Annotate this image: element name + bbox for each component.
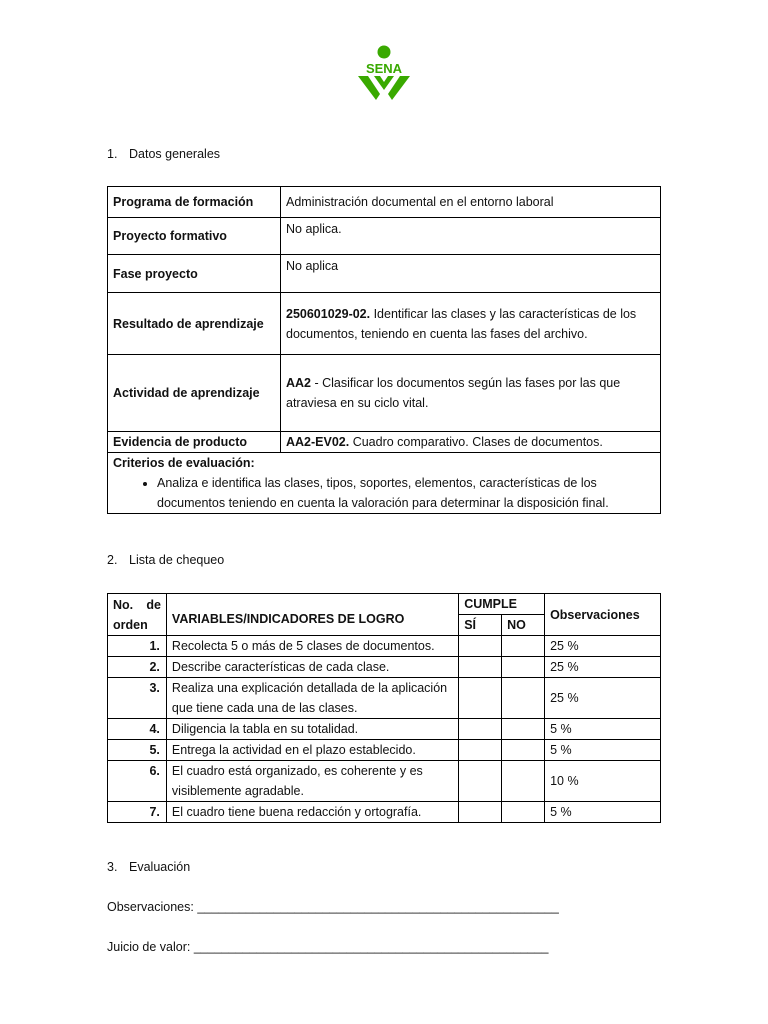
evidencia-code: AA2-EV02. [286, 435, 350, 449]
sena-logo-text: SENA [365, 61, 403, 76]
row-number: 5. [108, 740, 167, 761]
sena-logo [352, 44, 416, 102]
criterios-list [113, 473, 655, 513]
row-si-cell[interactable] [459, 719, 502, 740]
header-no-orden: No. de orden [108, 594, 167, 636]
table-row [108, 636, 661, 657]
resultado-text: Identificar las clases y las características de los documentos, teniendo en cuenta las fases del archivo. [286, 306, 637, 341]
table-row [108, 678, 661, 719]
criterios-item: • Analiza e identifica las clases, tipos, soportes, elementos, características de los documentos teniendo en cuenta la valoración para determinar la disposición final. [157, 473, 655, 513]
row-observation: 10 % [545, 761, 661, 802]
row-number: 2. [108, 657, 167, 678]
proyecto-label: Proyecto formativo [108, 218, 281, 255]
criterios-label: Criterios de evaluación: [113, 456, 255, 470]
row-number: 3. [108, 678, 167, 719]
row-number: 1. [108, 636, 167, 657]
row-observation: 25 % [545, 657, 661, 678]
section-2-label: Lista de chequeo [129, 553, 225, 567]
row-no-cell[interactable] [502, 740, 545, 761]
section-2-number: 2. [107, 553, 118, 567]
header-si: SÍ [459, 615, 502, 636]
section-3-title [107, 860, 190, 874]
row-indicator: Entrega la actividad en el plazo establecido. [166, 740, 458, 761]
row-si-cell[interactable] [459, 740, 502, 761]
actividad-value [281, 355, 661, 432]
observaciones-label: Observaciones: [107, 900, 198, 914]
resultado-label: Resultado de aprendizaje [108, 293, 281, 355]
row-number: 6. [108, 761, 167, 802]
resultado-value [281, 293, 661, 355]
header-no: NO [502, 615, 545, 636]
fase-label: Fase proyecto [108, 255, 281, 293]
row-si-cell[interactable] [459, 761, 502, 802]
row-indicator: Describe características de cada clase. [166, 657, 458, 678]
row-no-cell[interactable] [502, 719, 545, 740]
row-no-cell[interactable] [502, 802, 545, 823]
row-observation: 5 % [545, 740, 661, 761]
header-observaciones: Observaciones [545, 594, 661, 636]
row-indicator: Realiza una explicación detallada de la aplicación que tiene cada una de las clases. [166, 678, 458, 719]
juicio-line[interactable] [107, 940, 548, 954]
row-indicator: Diligencia la tabla en su totalidad. [166, 719, 458, 740]
header-cumple: CUMPLE [459, 594, 545, 615]
section-2-title [107, 553, 224, 567]
table-row [108, 761, 661, 802]
row-indicator: Recolecta 5 o más de 5 clases de documentos. [166, 636, 458, 657]
row-number: 4. [108, 719, 167, 740]
row-si-cell[interactable] [459, 678, 502, 719]
juicio-label: Juicio de valor: [107, 940, 194, 954]
row-no-cell[interactable] [502, 678, 545, 719]
table-row [108, 719, 661, 740]
section-1-label: Datos generales [129, 147, 221, 161]
evidencia-text: Cuadro comparativo. Clases de documentos. [349, 435, 603, 449]
row-si-cell[interactable] [459, 636, 502, 657]
row-si-cell[interactable] [459, 802, 502, 823]
programa-value: Administración documental en el entorno laboral [281, 187, 661, 218]
table-row [108, 802, 661, 823]
row-no-cell[interactable] [502, 761, 545, 802]
section-3-label: Evaluación [129, 860, 191, 874]
row-no-cell[interactable] [502, 657, 545, 678]
row-observation: 5 % [545, 719, 661, 740]
checklist-table [107, 593, 661, 823]
fase-value: No aplica [281, 255, 661, 293]
row-observation: 25 % [545, 678, 661, 719]
observaciones-blank[interactable]: ____________________________________________________ [197, 900, 559, 914]
table-row [108, 657, 661, 678]
criterios-cell [108, 453, 661, 514]
row-observation: 25 % [545, 636, 661, 657]
header-variables: VARIABLES/INDICADORES DE LOGRO [166, 594, 458, 636]
table-row [108, 740, 661, 761]
section-3-number: 3. [107, 860, 118, 874]
juicio-blank[interactable]: ___________________________________________________ [193, 940, 549, 954]
row-si-cell[interactable] [459, 657, 502, 678]
evidencia-value [281, 432, 661, 453]
row-observation: 5 % [545, 802, 661, 823]
programa-label: Programa de formación [108, 187, 281, 218]
proyecto-value: No aplica. [281, 218, 661, 255]
general-data-table [107, 186, 661, 514]
actividad-code: AA2 [286, 376, 312, 390]
actividad-label: Actividad de aprendizaje [108, 355, 281, 432]
row-number: 7. [108, 802, 167, 823]
row-no-cell[interactable] [502, 636, 545, 657]
evidencia-label: Evidencia de producto [108, 432, 281, 453]
actividad-text: - Clasificar los documentos según las fases por las que atraviesa en su ciclo vital. [286, 376, 621, 410]
section-1-title [107, 147, 220, 161]
section-1-number: 1. [107, 147, 118, 161]
row-indicator: El cuadro tiene buena redacción y ortografía. [166, 802, 458, 823]
resultado-code: 250601029-02. [286, 306, 371, 321]
observaciones-line[interactable] [107, 900, 559, 914]
row-indicator: El cuadro está organizado, es coherente y es visiblemente agradable. [166, 761, 458, 802]
